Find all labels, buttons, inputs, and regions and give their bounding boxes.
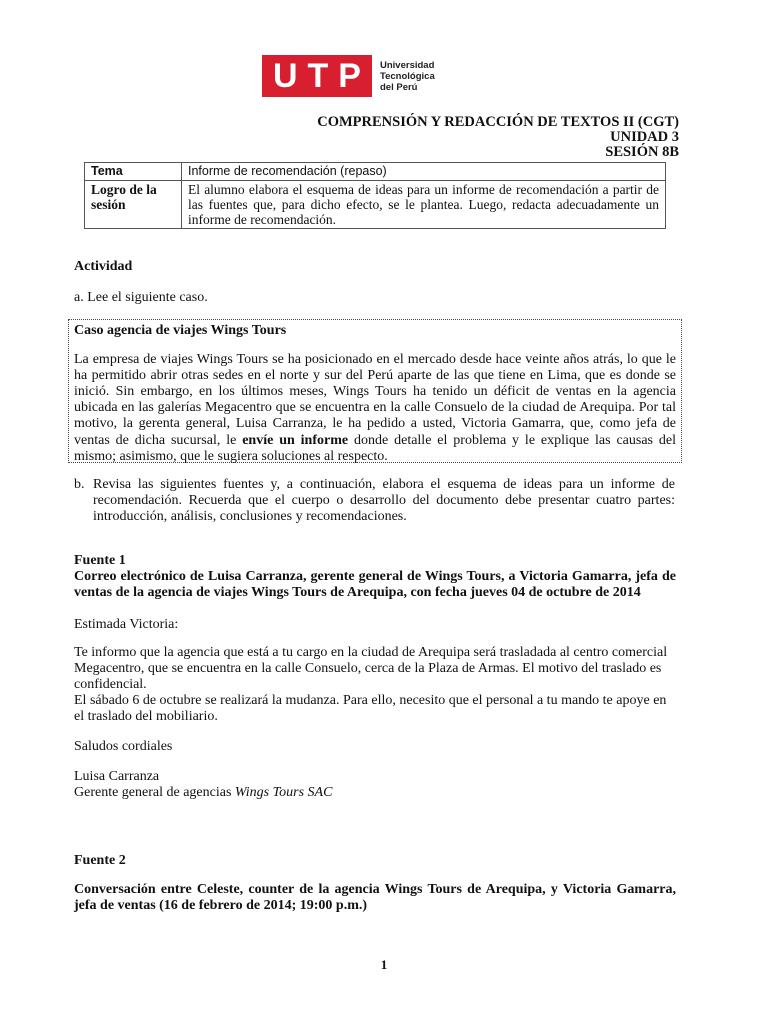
case-title: Caso agencia de viajes Wings Tours [74,323,287,338]
topic-label: Tema [85,163,182,181]
activity-title: Actividad [74,259,133,274]
fuente-2-label: Fuente 2 [74,853,126,868]
fuente-1-label: Fuente 1 [74,553,126,568]
case-text-highlight: envíe un informe [242,432,349,448]
page-number: 1 [380,957,388,972]
fuente-1-heading [74,553,676,601]
case-text-start: La empresa de viajes Wings Tours se ha posicionado en el mercado desde hace veinte años atrás, lo que le ha permitido abrir otras sedes en el norte y sur del Perú aparte de las que tiene en Lima, que es donde se inició. Sin embargo, en los últimos meses, Wings Tours ha tenido un déficit de ventas en la agencia ubicada en las galerías Megacentro que se encuentra en la calle Consuelo de la ciudad de Arequipa. Por tal motivo, la gerenta general, Luisa Carranza, le ha pedido a usted, Victoria Gamarra, que, como jefa de ventas de dicha sucursal, le [74,352,676,448]
logo-letter-p: P [338,56,361,95]
logo-letter-u: U [272,56,298,95]
utp-logo [262,55,435,97]
signature-name: Luisa Carranza [74,769,160,784]
activity-item-a: a. Lee el siguiente caso. [74,290,208,305]
unit-label: UNIDAD 3 [610,129,679,145]
activity-item-b [74,477,675,525]
logo-mark [262,55,372,97]
logo-wordmark [380,60,435,93]
case-box [68,319,682,463]
logo-line-1: Universidad [380,59,435,71]
signature-role: Gerente general de agencias [74,785,235,800]
signature-role-line [74,785,676,801]
goal-value: El alumno elabora el esquema de ideas para un informe de recomendación a partir de las fuentes que, para dicho efecto, se le plantea. Luego, redacta adecuadamente un informe de recomendación. [182,181,666,229]
signature-company: Wings Tours SAC [234,785,333,800]
fuente-1-title: Correo electrónico de Luisa Carranza, gerente general de Wings Tours, a Victoria Gamarra, jefa de ventas de la agencia de viajes Wings Tours de Arequipa, con fecha jueves 04 de octubre de 2014 [74,569,676,600]
table-row-topic [85,163,666,181]
email-closing: Saludos cordiales [74,739,173,754]
item-b-text: Revisa las siguientes fuentes y, a continuación, elabora el esquema de ideas para un informe de recomendación. Recuerda que el cuerpo o desarrollo del documento debe presentar cuatro partes: introducción, análisis, conclusiones y recomendaciones. [93,477,675,524]
logo-line-3: del Perú [380,81,418,93]
goal-label: Logro de la sesión [85,181,182,229]
logo-letter-t: T [307,56,329,95]
case-text [74,352,676,465]
email-signature [74,769,676,801]
logo-line-2: Tecnológica [380,70,435,82]
item-b-letter: b. [74,477,85,492]
session-label: SESIÓN 8B [605,144,679,160]
topic-value: Informe de recomendación (repaso) [182,163,666,181]
case-text-end: donde detalle el problema y le explique las causas del mismo; asimismo, que le sugiera soluciones al respecto. [74,432,676,464]
session-info-table [84,162,666,229]
email-paragraph-1: Te informo que la agencia que está a tu cargo en la ciudad de Arequipa será trasladada al centro comercial Megacentro, que se encuentra en la calle Consuelo, cerca de la Plaza de Armas. El motivo del traslado es confidencial. [74,645,668,692]
table-row-goal [85,181,666,229]
email-paragraph-2: El sábado 6 de octubre se realizará la mudanza. Para ello, necesito que el personal a tu mando te apoye en el traslado del mobiliario. [74,693,667,724]
course-title: COMPRENSIÓN Y REDACCIÓN DE TEXTOS II (CGT) [317,114,679,130]
fuente-2-title: Conversación entre Celeste, counter de la agencia Wings Tours de Arequipa, y Victoria Gamarra, jefa de ventas (16 de febrero de 2014; 19:00 p.m.) [74,882,676,913]
email-greeting: Estimada Victoria: [74,617,179,632]
document-header [317,115,679,160]
